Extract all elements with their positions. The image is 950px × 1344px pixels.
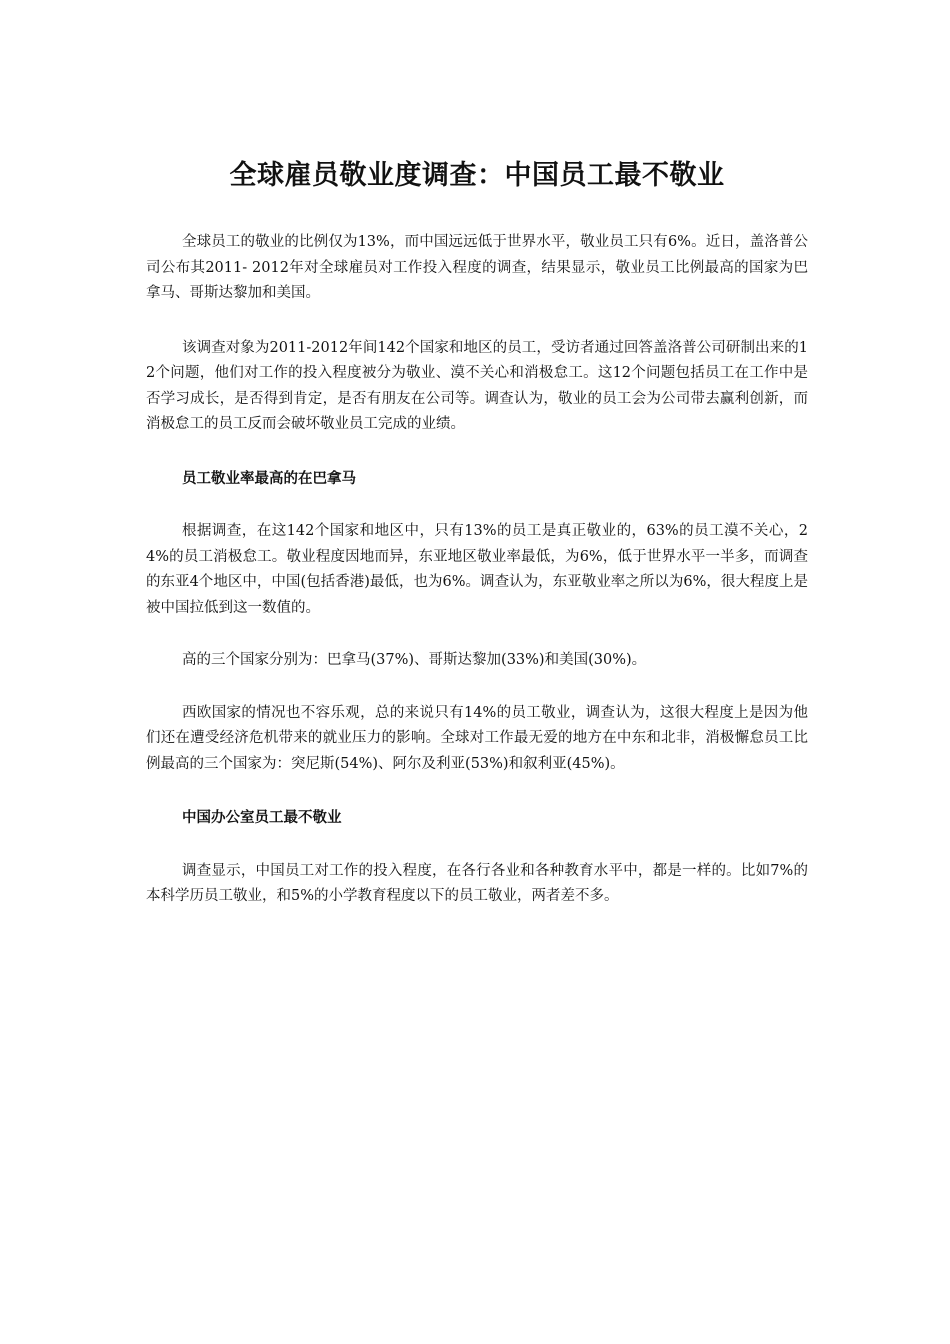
subheading-panama: 员工敬业率最高的在巴拿马 [182, 470, 356, 487]
paragraph-china-education: 调查显示，中国员工对工作的投入程度，在各行各业和各种教育水平中，都是一样的。比如7%的本科学历员工敬业，和5%的小学教育程度以下的员工敬业，两者差不多。 [146, 862, 808, 904]
paragraph-survey-method: 该调查对象为2011-2012年间142个国家和地区的员工，受访者通过回答盖洛普公司研制出来的12个问题，他们对工作的投入程度被分为敬业、漠不关心和消极怠工。这12个问题包括员工在工作中是否学习成长，是否得到肯定，是否有朋友在公司等。调查认为，敬业的员工会为公司带去赢利创新，而消极怠工的员工反而会破坏敬业员工完成的业绩。 [146, 339, 808, 432]
paragraph-western-europe: 西欧国家的情况也不容乐观，总的来说只有14%的员工敬业，调查认为，这很大程度上是因为他们还在遭受经济危机带来的就业压力的影响。全球对工作最无爱的地方在中东和北非，消极懈怠员工比例最高的三个国家为：突尼斯(54%)、阿尔及利亚(53%)和叙利亚(45%)。 [146, 704, 808, 772]
paragraph-intro: 全球员工的敬业的比例仅为13%，而中国远远低于世界水平，敬业员工只有6%。近日，盖洛普公司公布其2011- 2012年对全球雇员对工作投入程度的调查，结果显示，敬业员工比例最高的国家为巴拿马、哥斯达黎加和美国。 [146, 234, 808, 301]
paragraph-top-three: 高的三个国家分别为：巴拿马(37%)、哥斯达黎加(33%)和美国(30%)。 [182, 652, 647, 668]
document-page [146, 0, 808, 910]
subheading-china-office: 中国办公室员工最不敬业 [182, 810, 342, 826]
paragraph-survey-results: 根据调查，在这142个国家和地区中，只有13%的员工是真正敬业的，63%的员工漠不关心，24%的员工消极怠工。敬业程度因地而异，东亚地区敬业率最低，为6%，低于世界水平一半多，而调查的东亚4个地区中，中国(包括香港)最低，也为6%。调查认为，东亚敬业率之所以为6%，很大程度上是被中国拉低到这一数值的。 [146, 523, 808, 616]
document-title: 全球雇员敬业度调查：中国员工最不敬业 [229, 160, 725, 191]
